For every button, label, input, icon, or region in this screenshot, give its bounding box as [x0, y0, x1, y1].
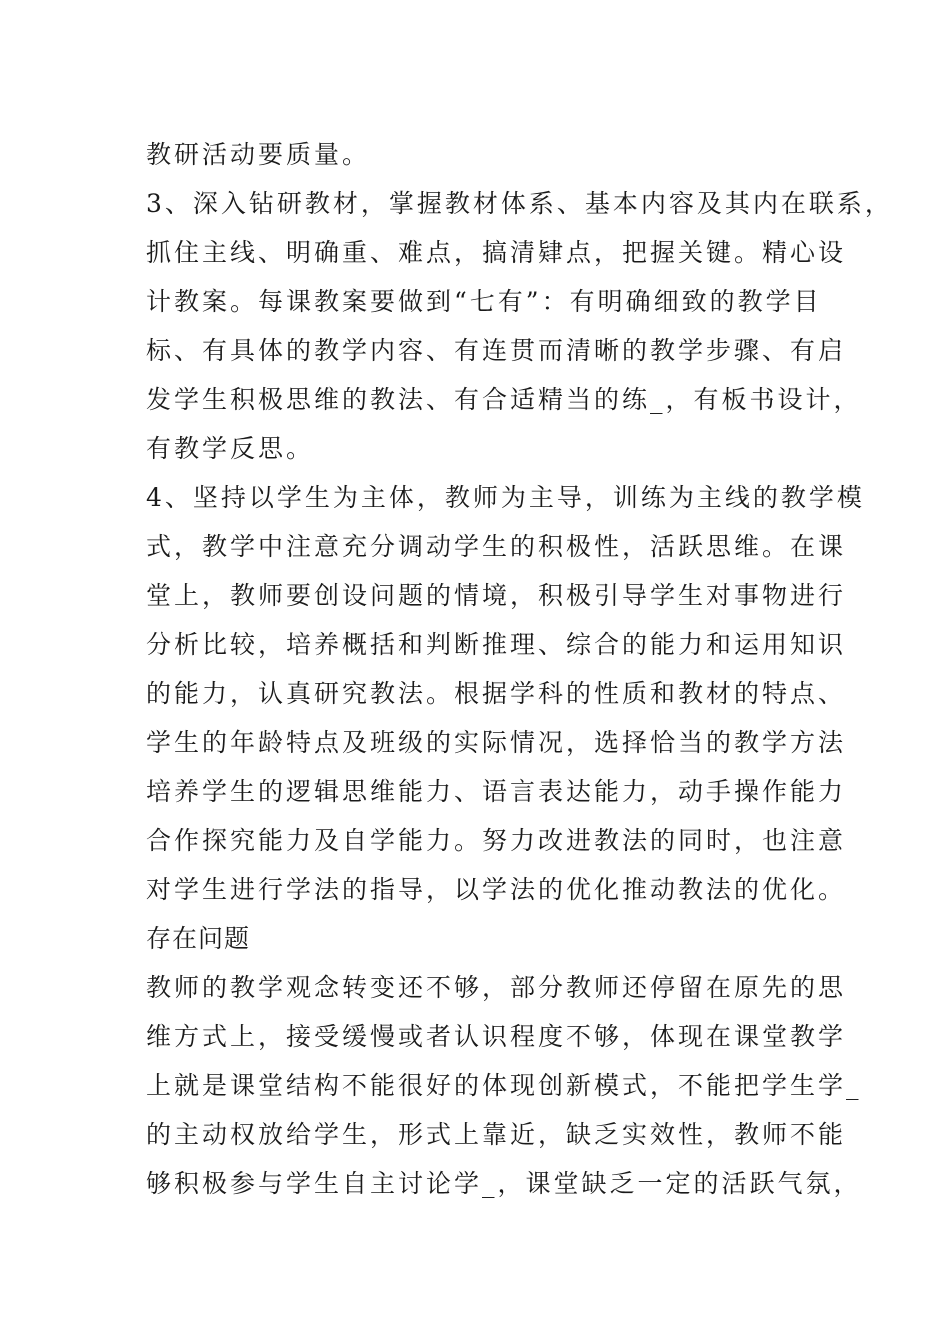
paragraph-line: 标、有具体的教学内容、有连贯而清晰的教学步骤、有启 — [146, 336, 847, 365]
paragraph-line: 计教案。每课教案要做到“七有”：有明确细致的教学目 — [146, 287, 822, 316]
paragraph-line: 的主动权放给学生，形式上靠近，缺乏实效性，教师不能 — [146, 1120, 847, 1149]
paragraph-line: 4、坚持以学生为主体，教师为主导，训练为主线的教学模 — [146, 483, 865, 512]
paragraph-line: 分析比较，培养概括和判断推理、综合的能力和运用知识 — [146, 630, 847, 659]
paragraph-line: 的能力，认真研究教法。根据学科的性质和教材的特点、 — [146, 679, 847, 708]
paragraph-line: 3、深入钻研教材，掌握教材体系、基本内容及其内在联系， — [146, 189, 893, 218]
paragraph-line: 维方式上，接受缓慢或者认识程度不够，体现在课堂教学 — [146, 1022, 847, 1051]
paragraph-line: 有教学反思。 — [146, 434, 315, 463]
paragraph-line: 教研活动要质量。 — [146, 140, 371, 169]
paragraph-line: 上就是课堂结构不能很好的体现创新模式，不能把学生学_ — [146, 1071, 862, 1100]
paragraph-line: 发学生积极思维的教法、有合适精当的练_，有板书设计， — [146, 385, 862, 414]
paragraph-line: 式，教学中注意充分调动学生的积极性，活跃思维。在课 — [146, 532, 847, 561]
paragraph-line: 对学生进行学法的指导，以学法的优化推动教法的优化。 — [146, 875, 847, 904]
paragraph-line: 合作探究能力及自学能力。努力改进教法的同时，也注意 — [146, 826, 847, 855]
document-body — [146, 130, 893, 1208]
paragraph-line: 够积极参与学生自主讨论学_，课堂缺乏一定的活跃气氛， — [146, 1169, 862, 1198]
paragraph-line: 抓住主线、明确重、难点，搞清肄点，把握关键。精心设 — [146, 238, 847, 267]
paragraph-line: 培养学生的逻辑思维能力、语言表达能力，动手操作能力 — [146, 777, 847, 806]
paragraph-line: 堂上，教师要创设问题的情境，积极引导学生对事物进行 — [146, 581, 847, 610]
paragraph-line: 学生的年龄特点及班级的实际情况，选择恰当的教学方法 — [146, 728, 847, 757]
paragraph-line: 教师的教学观念转变还不够，部分教师还停留在原先的思 — [146, 973, 847, 1002]
section-heading: 存在问题 — [146, 924, 251, 953]
